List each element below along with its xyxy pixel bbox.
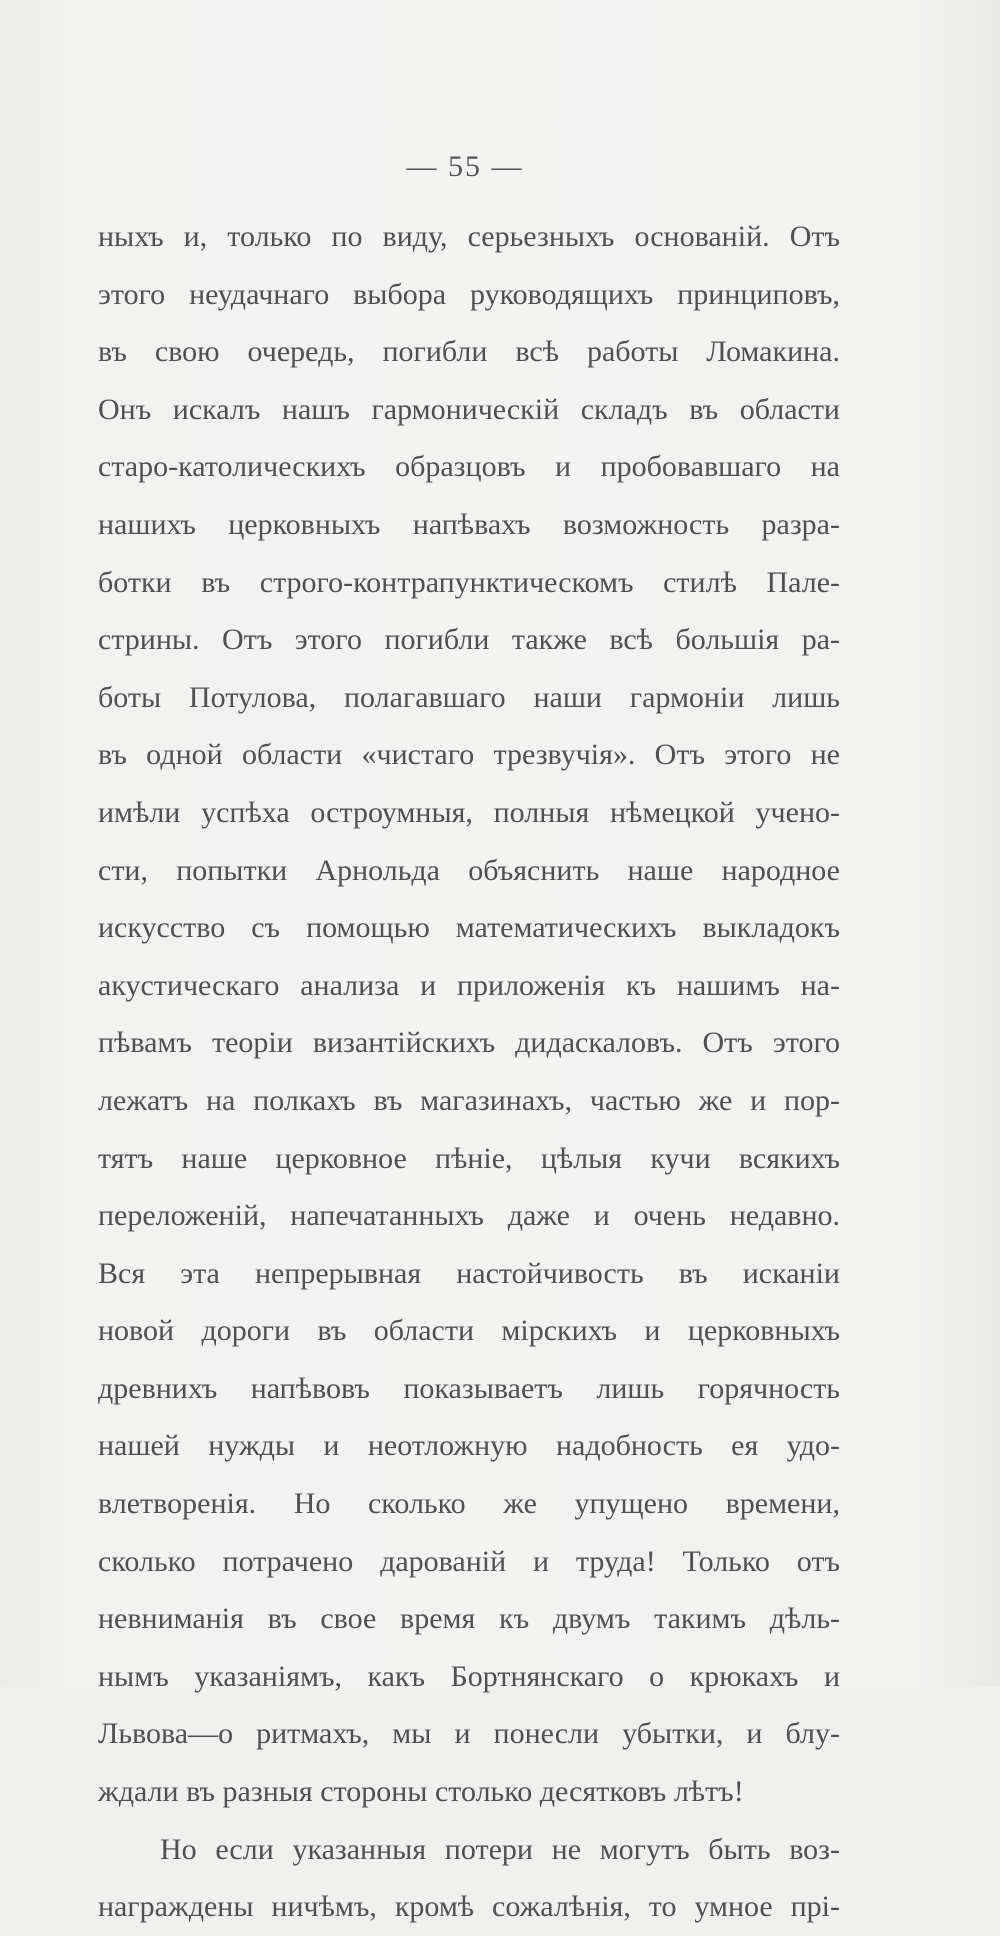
text-line: ботки въ строго-контрапунктическомъ стилѣ Пале-	[98, 565, 840, 599]
page-number: — 55 —	[406, 150, 524, 183]
text-line: награждены ничѣмъ, кромѣ сожалѣнія, то умное прі-	[98, 1890, 840, 1924]
text-line: старо-католическихъ образцовъ и пробовавшаго на	[98, 450, 840, 484]
body-text	[98, 208, 840, 1936]
text-line: лежатъ на полкахъ въ магазинахъ, частью же и пор-	[98, 1083, 840, 1117]
text-line: нашей нужды и неотложную надобность ея удо-	[98, 1429, 840, 1463]
text-line: въ одной области «чистаго трезвучія». Отъ этого не	[98, 738, 840, 772]
text-line: сти, попытки Арнольда объяснить наше народное	[98, 853, 840, 887]
text-line: Онъ искалъ нашъ гармоническій складъ въ области	[98, 392, 840, 426]
text-line: тятъ наше церковное пѣніе, цѣлыя кучи всякихъ	[98, 1141, 840, 1175]
text-line: переложеній, напечатанныхъ даже и очень недавно.	[98, 1199, 840, 1233]
text-line: въ свою очередь, погибли всѣ работы Ломакина.	[98, 335, 840, 369]
text-line: пѣвамъ теоріи византійскихъ дидаскаловъ. Отъ этого	[98, 1026, 840, 1060]
text-line: боты Потулова, полагавшаго наши гармоніи лишь	[98, 680, 840, 714]
text-line: ждали въ разныя стороны столько десятковъ лѣтъ!	[98, 1775, 744, 1809]
text-line: имѣли успѣха остроумныя, полныя нѣмецкой учено-	[98, 795, 840, 829]
text-line: нымъ указаніямъ, какъ Бортнянскаго о крюкахъ и	[98, 1659, 840, 1693]
text-line: стрины. Отъ этого погибли также всѣ большія ра-	[98, 623, 840, 657]
text-line: нашихъ церковныхъ напѣвахъ возможность разра-	[98, 507, 840, 541]
text-line-paragraph-start: Но если указанныя потери не могутъ быть воз-	[160, 1832, 840, 1866]
text-line: Львова—о ритмахъ, мы и понесли убытки, и блу-	[98, 1717, 840, 1751]
text-line: этого неудачнаго выбора руководящихъ принциповъ,	[98, 277, 840, 311]
text-line: Вся эта непрерывная настойчивость въ исканіи	[98, 1256, 840, 1290]
text-line: невниманія въ свое время къ двумъ такимъ дѣль-	[98, 1602, 840, 1636]
text-line: ныхъ и, только по виду, серьезныхъ основаній. Отъ	[98, 220, 840, 253]
text-line: влетворенія. Но сколько же упущено времени,	[98, 1487, 840, 1521]
text-line: новой дороги въ области мірскихъ и церковныхъ	[98, 1314, 840, 1348]
text-line: искусство съ помощью математическихъ выкладокъ	[98, 911, 840, 945]
text-line: сколько потрачено дарованій и труда! Только отъ	[98, 1544, 840, 1578]
text-line: древнихъ напѣвовъ показываетъ лишь горячность	[98, 1371, 840, 1405]
text-line: акустическаго анализа и приложенія къ нашимъ на-	[98, 968, 840, 1002]
